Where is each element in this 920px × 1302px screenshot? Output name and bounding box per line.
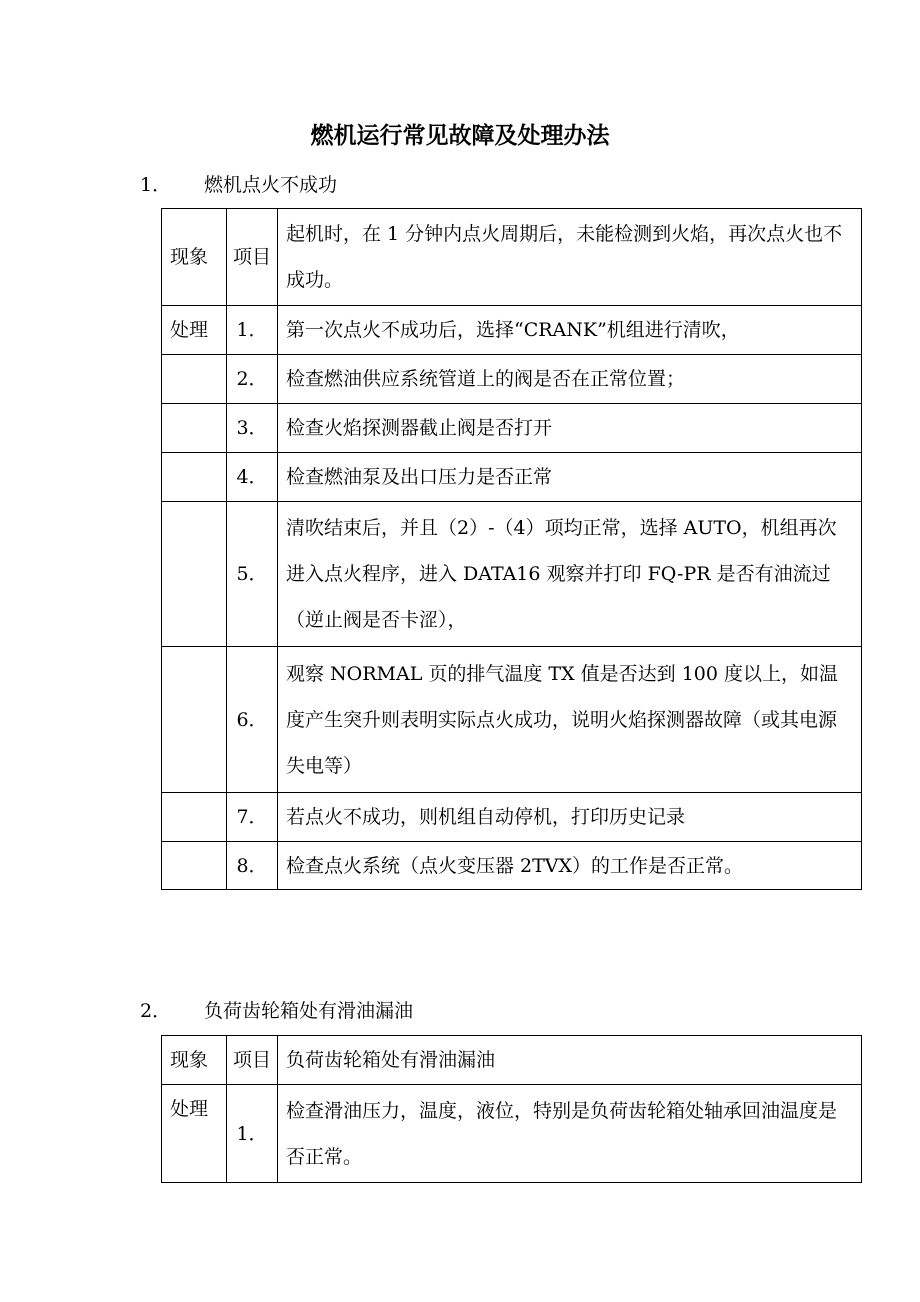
step-text: 第一次点火不成功后，选择“CRANK”机组进行清吹，: [278, 306, 862, 355]
table-row: [162, 793, 862, 842]
step-number: 3．: [227, 404, 278, 453]
step-text: 检查燃油泵及出口压力是否正常: [278, 453, 862, 502]
step-text: 检查燃油供应系统管道上的阀是否在正常位置；: [278, 355, 862, 404]
table-row: [162, 453, 862, 502]
table-row: [162, 1085, 862, 1183]
section-1-heading: [140, 170, 337, 200]
step-number: 5．: [227, 502, 278, 647]
step-number: 2．: [227, 355, 278, 404]
table-header-row: [162, 209, 862, 306]
step-text: 观察 NORMAL 页的排气温度 TX 值是否达到 100 度以上，如温度产生突升则表明实际点火成功，说明火焰探测器故障（或其电源失电等）: [278, 647, 862, 793]
section-1-table: [161, 208, 862, 890]
process-label: 处理: [162, 306, 227, 355]
step-number: 7．: [227, 793, 278, 842]
step-text: 检查滑油压力，温度，液位，特别是负荷齿轮箱处轴承回油温度是否正常。: [278, 1085, 862, 1183]
section-2-table: [161, 1035, 862, 1183]
empty-cell: [162, 355, 227, 404]
table-row: [162, 647, 862, 793]
step-text: 检查点火系统（点火变压器 2TVX）的工作是否正常。: [278, 842, 862, 890]
table-row: [162, 404, 862, 453]
item-label: 项目: [227, 209, 278, 306]
table-row: [162, 355, 862, 404]
phenomenon-description: 起机时，在 1 分钟内点火周期后，未能检测到火焰，再次点火也不成功。: [278, 209, 862, 306]
section-2-heading: [140, 996, 413, 1026]
table-row: [162, 502, 862, 647]
section-2-title: 负荷齿轮箱处有滑油漏油: [204, 1000, 414, 1022]
empty-cell: [162, 647, 227, 793]
step-text: 若点火不成功，则机组自动停机，打印历史记录: [278, 793, 862, 842]
empty-cell: [162, 404, 227, 453]
phenomenon-label: 现象: [162, 209, 227, 306]
step-number: 6．: [227, 647, 278, 793]
step-text: 检查火焰探测器截止阀是否打开: [278, 404, 862, 453]
step-number: 1．: [227, 306, 278, 355]
process-label: 处理: [162, 1085, 227, 1183]
section-1-title: 燃机点火不成功: [204, 174, 338, 196]
table-header-row: [162, 1036, 862, 1085]
document-title: 燃机运行常见故障及处理办法: [310, 122, 610, 149]
section-1-number: 1．: [140, 174, 172, 196]
step-text: 清吹结束后，并且（2）-（4）项均正常，选择 AUTO，机组再次进入点火程序，进入 DATA16 观察并打印 FQ-PR 是否有油流过（逆止阀是否卡涩），: [278, 502, 862, 647]
section-2-number: 2．: [140, 1000, 172, 1022]
table-row: [162, 306, 862, 355]
phenomenon-description: 负荷齿轮箱处有滑油漏油: [278, 1036, 862, 1085]
empty-cell: [162, 793, 227, 842]
empty-cell: [162, 502, 227, 647]
step-number: 8．: [227, 842, 278, 890]
table-row: [162, 842, 862, 890]
phenomenon-label: 现象: [162, 1036, 227, 1085]
empty-cell: [162, 453, 227, 502]
step-number: 4．: [227, 453, 278, 502]
item-label: 项目: [227, 1036, 278, 1085]
step-number: 1．: [227, 1085, 278, 1183]
empty-cell: [162, 842, 227, 890]
